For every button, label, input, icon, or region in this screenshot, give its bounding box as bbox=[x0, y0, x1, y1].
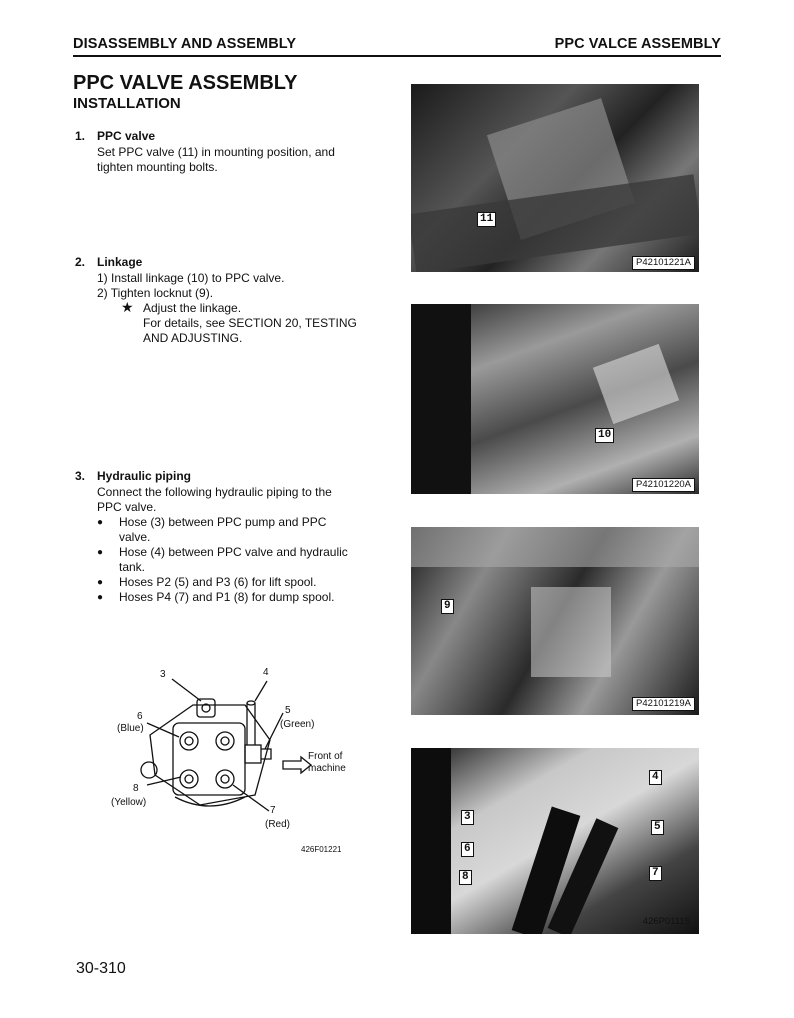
photo-caption: P42101221A bbox=[632, 256, 695, 270]
callout-label: 5 bbox=[651, 820, 664, 835]
header-chapter-title: PPC VALCE ASSEMBLY bbox=[554, 36, 721, 52]
diagram-code: 426F01221 bbox=[301, 845, 342, 854]
bullet-item bbox=[97, 545, 395, 575]
photo-hydraulic-piping bbox=[411, 748, 699, 934]
bullet-line: valve. bbox=[119, 530, 151, 544]
step-2-star-note: Adjust the linkage. bbox=[143, 301, 242, 315]
bullet-line: ● Hoses P2 (5) and P3 (6) for lift spool. bbox=[119, 575, 317, 589]
diagram-label-7: 7 bbox=[270, 805, 276, 816]
diagram-label-6: 6 bbox=[137, 711, 143, 722]
step-1-line: tighten mounting bolts. bbox=[97, 160, 218, 174]
step-3 bbox=[75, 469, 395, 605]
diagram-label-5: 5 bbox=[285, 705, 291, 716]
callout-label: 11 bbox=[477, 212, 496, 227]
bullet-line: ● Hose (4) between PPC valve and hydraulic bbox=[119, 545, 348, 559]
step-1 bbox=[75, 129, 375, 175]
diagram-label-machine: machine bbox=[308, 763, 346, 774]
bullet-item bbox=[97, 515, 395, 545]
step-3-number: 3. bbox=[75, 469, 86, 483]
bullet-item bbox=[97, 590, 395, 605]
photo-locknut bbox=[411, 527, 699, 715]
callout-label: 9 bbox=[441, 599, 454, 614]
photo-linkage bbox=[411, 304, 699, 494]
diagram-label-8: 8 bbox=[133, 783, 139, 794]
bullet-line: ● Hoses P4 (7) and P1 (8) for dump spool. bbox=[119, 590, 335, 604]
step-2-title: Linkage bbox=[97, 255, 143, 269]
photo-caption: P42101219A bbox=[632, 697, 695, 711]
header-rule bbox=[73, 55, 721, 57]
bullet-line: ● Hose (3) between PPC pump and PPC bbox=[119, 515, 327, 529]
star-icon: ★ bbox=[121, 299, 134, 315]
page-title: PPC VALVE ASSEMBLY bbox=[73, 72, 298, 94]
photo-caption: 426P01115 bbox=[642, 916, 690, 927]
diagram-label-yellow: (Yellow) bbox=[111, 797, 147, 808]
step-3-line: Connect the following hydraulic piping to the bbox=[97, 485, 332, 499]
step-2 bbox=[75, 255, 395, 346]
diagram-label-red: (Red) bbox=[265, 819, 291, 830]
step-2-star-line: For details, see SECTION 20, TESTING bbox=[143, 316, 357, 330]
step-3-title: Hydraulic piping bbox=[97, 469, 192, 483]
callout-label: 7 bbox=[649, 866, 662, 881]
callout-label: 3 bbox=[461, 810, 474, 825]
step-2-number: 2. bbox=[75, 255, 86, 269]
step-1-title: PPC valve bbox=[97, 129, 156, 143]
diagram-label-green: (Green) bbox=[280, 719, 315, 730]
bullet-line: tank. bbox=[119, 560, 146, 574]
diagram-label-3: 3 bbox=[160, 669, 166, 680]
callout-label: 4 bbox=[649, 770, 662, 785]
callout-label: 10 bbox=[595, 428, 614, 443]
diagram-label-front: Front of bbox=[308, 751, 343, 762]
photo-caption: P42101220A bbox=[632, 478, 695, 492]
bullet-item bbox=[97, 575, 395, 590]
step-1-number: 1. bbox=[75, 129, 86, 143]
callout-label: 8 bbox=[459, 870, 472, 885]
page-number: 30-310 bbox=[76, 960, 126, 977]
step-1-line: Set PPC valve (11) in mounting position, and bbox=[97, 145, 335, 159]
page-subtitle: INSTALLATION bbox=[73, 95, 181, 112]
header-section-title: DISASSEMBLY AND ASSEMBLY bbox=[73, 36, 297, 52]
photo-ppc-valve bbox=[411, 84, 699, 272]
ppc-valve-diagram bbox=[105, 665, 375, 865]
step-3-line: PPC valve. bbox=[97, 500, 157, 514]
step-2-item: 2) Tighten locknut (9). bbox=[97, 286, 214, 300]
callout-label: 6 bbox=[461, 842, 474, 857]
diagram-label-blue: (Blue) bbox=[117, 723, 144, 734]
diagram-label-4: 4 bbox=[263, 667, 269, 678]
step-2-star-line: AND ADJUSTING. bbox=[143, 331, 243, 345]
step-2-item: 1) Install linkage (10) to PPC valve. bbox=[97, 271, 285, 285]
